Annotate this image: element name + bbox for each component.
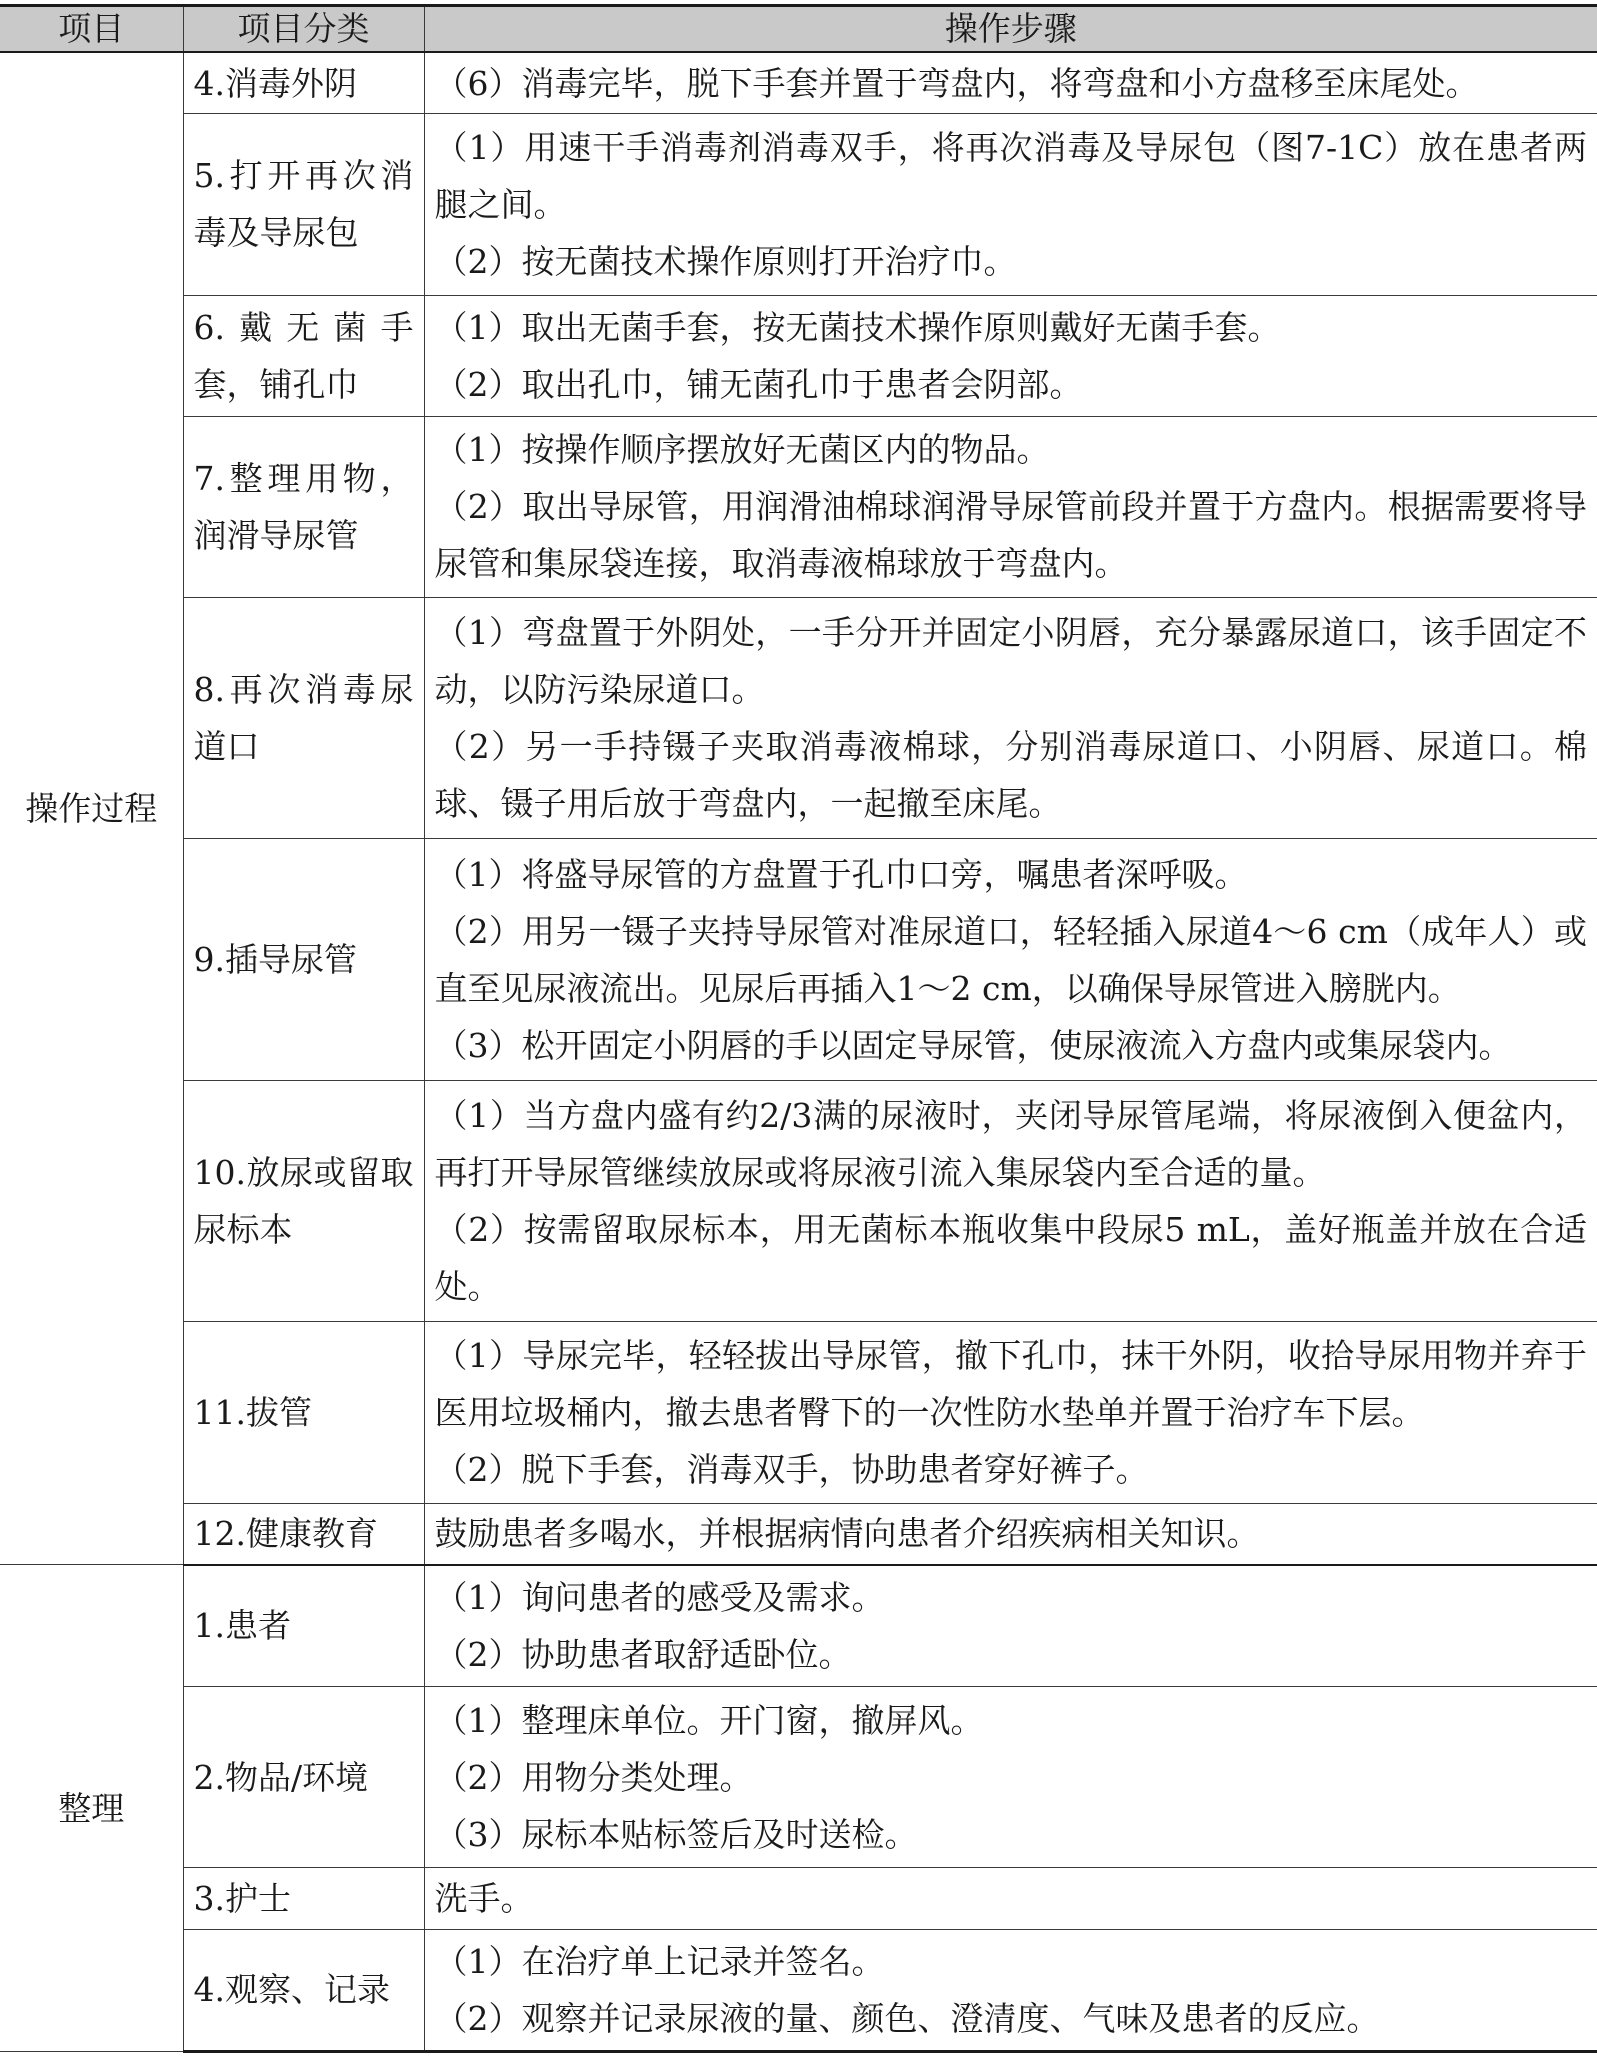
- step-text: （2）取出导尿管，用润滑油棉球润滑导尿管前段并置于方盘内。根据需要将导尿管和集尿袋连接，取消毒液棉球放于弯盘内。: [434, 487, 1587, 584]
- step-text: （2）用物分类处理。: [434, 1757, 753, 1797]
- step-text: （1）整理床单位。开门窗，撤屏风。: [434, 1700, 984, 1740]
- step-text: （1）在治疗单上记录并签名。: [434, 1941, 885, 1981]
- category-cell: 4.消毒外阴: [183, 52, 424, 114]
- step-text: （2）另一手持镊子夹取消毒液棉球，分别消毒尿道口、小阴唇、尿道口。棉球、镊子用后放于弯盘内，一起撤至床尾。: [434, 727, 1587, 824]
- step-text: 洗手。: [434, 1878, 534, 1918]
- step-text: （2）脱下手套，消毒双手，协助患者穿好裤子。: [434, 1449, 1149, 1489]
- table-row: [0, 1080, 1597, 1321]
- step-text: （1）将盛导尿管的方盘置于孔巾口旁，嘱患者深呼吸。: [434, 854, 1248, 894]
- project-cell: 整理: [0, 1565, 183, 2052]
- steps-cell: [424, 1868, 1597, 1929]
- table-row: [0, 1868, 1597, 1929]
- step-text: （1）取出无菌手套，按无菌技术操作原则戴好无菌手套。: [434, 307, 1281, 347]
- category-cell: 3.护士: [183, 1868, 424, 1929]
- header-steps: 操作步骤: [424, 6, 1597, 53]
- header-row: [0, 6, 1597, 53]
- steps-cell: [424, 1929, 1597, 2051]
- step-text: （2）观察并记录尿液的量、颜色、澄清度、气味及患者的反应。: [434, 1998, 1380, 2038]
- step-text: （2）协助患者取舒适卧位。: [434, 1634, 852, 1674]
- header-category: 项目分类: [183, 6, 424, 53]
- step-text: （1）询问患者的感受及需求。: [434, 1577, 885, 1617]
- table-row: [0, 295, 1597, 416]
- step-text: （2）按无菌技术操作原则打开治疗巾。: [434, 241, 1017, 281]
- step-text: （2）用另一镊子夹持导尿管对准尿道口，轻轻插入尿道4～6 cm（成年人）或直至见尿液流出。见尿后再插入1～2 cm，以确保导尿管进入膀胱内。: [434, 911, 1587, 1008]
- step-text: 鼓励患者多喝水，并根据病情向患者介绍疾病相关知识。: [434, 1514, 1260, 1554]
- steps-cell: [424, 1565, 1597, 1687]
- steps-cell: [424, 598, 1597, 839]
- procedure-table: [0, 4, 1597, 2053]
- table-body: [0, 52, 1597, 2052]
- steps-cell: [424, 416, 1597, 597]
- steps-cell: [424, 295, 1597, 416]
- category-cell: 9.插导尿管: [183, 839, 424, 1080]
- step-text: （3）尿标本贴标签后及时送检。: [434, 1814, 918, 1854]
- step-text: （1）当方盘内盛有约2/3满的尿液时，夹闭导尿管尾端，将尿液倒入便盆内，再打开导尿管继续放尿或将尿液引流入集尿袋内至合适的量。: [434, 1096, 1587, 1193]
- table-row: [0, 839, 1597, 1080]
- table-row: [0, 1929, 1597, 2051]
- table-row: [0, 1322, 1597, 1503]
- step-text: （6）消毒完毕，脱下手套并置于弯盘内，将弯盘和小方盘移至床尾处。: [434, 63, 1479, 103]
- steps-cell: [424, 1687, 1597, 1868]
- category-cell: 6.戴无菌手套，铺孔巾: [183, 295, 424, 416]
- category-cell: 10.放尿或留取尿标本: [183, 1080, 424, 1321]
- step-text: （1）用速干手消毒剂消毒双手，将再次消毒及导尿包（图7-1C）放在患者两腿之间。: [434, 127, 1587, 224]
- category-cell: 5.打开再次消毒及导尿包: [183, 114, 424, 295]
- header-project: 项目: [0, 6, 183, 53]
- table-row: [0, 1503, 1597, 1565]
- step-text: （2）按需留取尿标本，用无菌标本瓶收集中段尿5 mL，盖好瓶盖并放在合适处。: [434, 1210, 1587, 1307]
- category-cell: 12.健康教育: [183, 1503, 424, 1565]
- table-row: [0, 598, 1597, 839]
- step-text: （2）取出孔巾，铺无菌孔巾于患者会阴部。: [434, 364, 1083, 404]
- table-row: [0, 416, 1597, 597]
- table-row: [0, 1687, 1597, 1868]
- category-cell: 8.再次消毒尿道口: [183, 598, 424, 839]
- category-cell: 2.物品/环境: [183, 1687, 424, 1868]
- steps-cell: [424, 1080, 1597, 1321]
- steps-cell: [424, 52, 1597, 114]
- step-text: （1）弯盘置于外阴处，一手分开并固定小阴唇，充分暴露尿道口，该手固定不动，以防污染尿道口。: [434, 613, 1587, 710]
- steps-cell: [424, 1322, 1597, 1503]
- project-cell: 操作过程: [0, 52, 183, 1565]
- table-row: [0, 114, 1597, 295]
- steps-cell: [424, 114, 1597, 295]
- step-text: （1）按操作顺序摆放好无菌区内的物品。: [434, 430, 1050, 470]
- category-cell: 11.拔管: [183, 1322, 424, 1503]
- table-row: [0, 1565, 1597, 1687]
- steps-cell: [424, 1503, 1597, 1565]
- category-cell: 4.观察、记录: [183, 1929, 424, 2051]
- step-text: （1）导尿完毕，轻轻拔出导尿管，撤下孔巾，抹干外阴，收拾导尿用物并弃于医用垃圾桶内，撤去患者臀下的一次性防水垫单并置于治疗车下层。: [434, 1335, 1587, 1432]
- table-row: [0, 52, 1597, 114]
- category-cell: 7.整理用物，润滑导尿管: [183, 416, 424, 597]
- steps-cell: [424, 839, 1597, 1080]
- step-text: （3）松开固定小阴唇的手以固定导尿管，使尿液流入方盘内或集尿袋内。: [434, 1025, 1512, 1065]
- category-cell: 1.患者: [183, 1565, 424, 1687]
